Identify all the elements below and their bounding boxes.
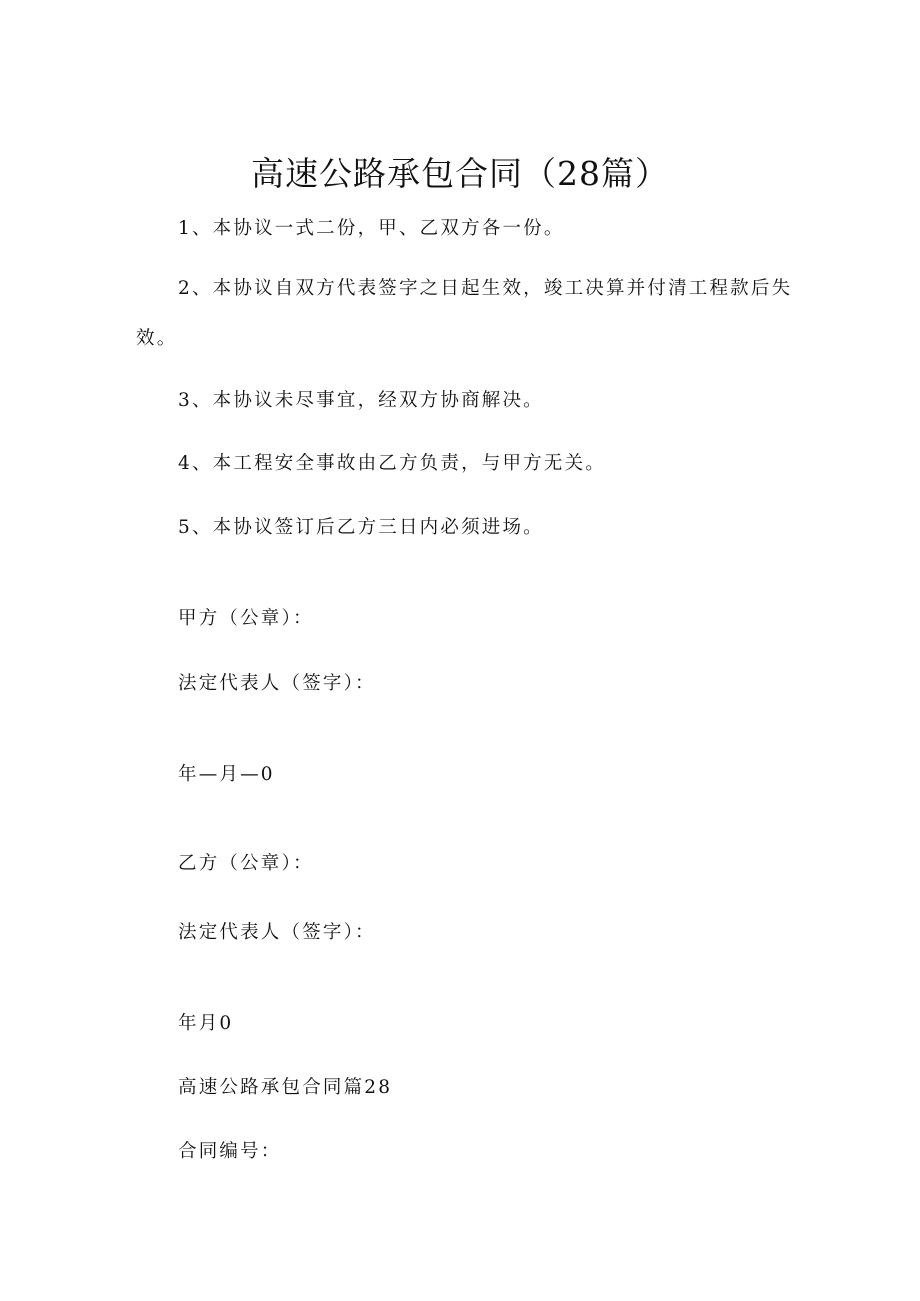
document-title: 高速公路承包合同（28篇） bbox=[251, 154, 669, 193]
clause-1: 1、本协议一式二份，甲、乙双方各一份。 bbox=[178, 218, 565, 239]
clause-5: 5、本协议签订后乙方三日内必须进场。 bbox=[178, 517, 544, 538]
party-a-date: 年—月—0 bbox=[178, 764, 275, 785]
next-contract-heading: 高速公路承包合同篇28 bbox=[178, 1077, 393, 1098]
party-b-seal: 乙方（公章）： bbox=[178, 853, 314, 874]
party-a-seal: 甲方（公章）： bbox=[178, 608, 314, 629]
party-a-representative: 法定代表人（签字）： bbox=[178, 673, 376, 694]
clause-3: 3、本协议未尽事宜，经双方协商解决。 bbox=[178, 390, 544, 411]
clause-2 bbox=[136, 276, 793, 352]
contract-number-label: 合同编号： bbox=[178, 1141, 282, 1162]
party-b-representative: 法定代表人（签字）： bbox=[178, 922, 376, 943]
clause-2-line-2: 效。 bbox=[136, 328, 178, 349]
party-b-date: 年月0 bbox=[178, 1013, 234, 1034]
clause-2-line-1: 2、本协议自双方代表签字之日起生效，竣工决算并付清工程款后失 bbox=[178, 278, 793, 299]
clause-4: 4、本工程安全事故由乙方负责，与甲方无关。 bbox=[178, 453, 606, 474]
